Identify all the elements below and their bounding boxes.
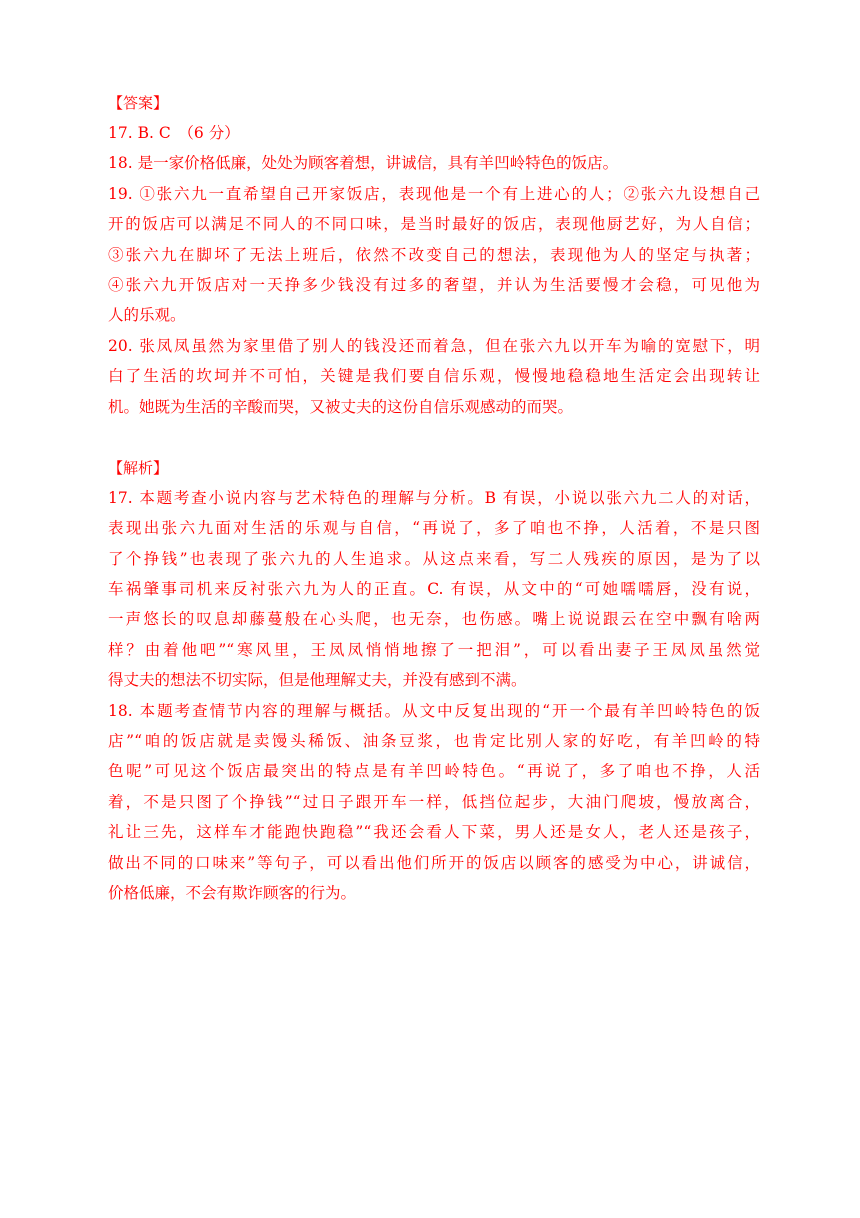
section-spacer <box>108 422 760 453</box>
answer-q20-line: 白了生活的坎坷并不可怕，关键是我们要自信乐观，慢慢地稳稳地生活定会出现转让 <box>108 367 760 386</box>
analysis-q17-line: 表现出张六九面对生活的乐观与自信，“再说了，多了咱也不挣，人活着，不是只图 <box>108 519 760 538</box>
analysis-q18-line: 18. 本题考查情节内容的理解与概括。从文中反复出现的“开一个最有羊凹岭特色的饭 <box>108 701 760 720</box>
analysis-q17-line: 一声悠长的叹息却藤蔓般在心头爬，也无奈，也伤感。嘴上说说跟云在空中飘有啥两 <box>108 610 760 629</box>
answer-q19-line: 人的乐观。 <box>108 306 186 325</box>
answer-q17: 17. B. C （6 分） <box>108 124 240 142</box>
answer-heading: 【答案】 <box>108 94 169 112</box>
answer-q20-line: 20. 张凤凤虽然为家里借了别人的钱没还而着急，但在张六九以开车为喻的宽慰下，明 <box>108 336 760 355</box>
analysis-q17-line: 车祸肇事司机来反衬张六九为人的正直。C. 有误，从文中的“可她嚅嚅唇，没有说， <box>108 580 760 599</box>
answer-q18: 18. 是一家价格低廉，处处为顾客着想，讲诚信，具有羊凹岭特色的饭店。 <box>108 154 619 173</box>
analysis-q18-paragraph <box>108 696 760 909</box>
answer-q19-line: 开的饭店可以满足不同人的不同口味，是当时最好的饭店，表现他厨艺好，为人自信； <box>108 215 760 234</box>
analysis-heading: 【解析】 <box>108 458 169 477</box>
analysis-q18-line: 着，不是只图了个挣钱”“过日子跟开车一样，低挡位起步，大油门爬坡，慢放离合， <box>108 792 760 811</box>
document-content <box>108 88 760 908</box>
analysis-q17-line: 了个挣钱”也表现了张六九的人生追求。从这点来看，写二人残疾的原因，是为了以 <box>108 549 760 568</box>
answer-q19-paragraph <box>108 179 760 331</box>
answer-q19-line: ④张六九开饭店对一天挣多少钱没有过多的奢望，并认为生活要慢才会稳，可见他为 <box>108 275 760 294</box>
analysis-q18-line: 店”“咱的饭店就是卖馒头稀饭、油条豆浆，也肯定比别人家的好吃，有羊凹岭的特 <box>108 732 760 751</box>
answer-q20-paragraph <box>108 331 760 422</box>
analysis-q18-line: 价格低廉，不会有欺诈顾客的行为。 <box>108 883 357 902</box>
analysis-q17-paragraph <box>108 483 760 696</box>
analysis-q18-line: 礼让三先，这样车才能跑快跑稳”“我还会看人下菜，男人还是女人，老人还是孩子， <box>108 823 760 842</box>
answer-q20-line: 机。她既为生活的辛酸而哭，又被丈夫的这份自信乐观感动的而哭。 <box>108 397 574 416</box>
answer-q19-line: 19. ①张六九一直希望自己开家饭店，表现他是一个有上进心的人；②张六九设想自己 <box>108 184 760 203</box>
analysis-q18-line: 做出不同的口味来”等句子，可以看出他们所开的饭店以顾客的感受为中心，讲诚信， <box>108 853 760 872</box>
analysis-q17-line: 得丈夫的想法不切实际，但是他理解丈夫，并没有感到不满。 <box>108 671 527 690</box>
analysis-q17-line: 17. 本题考查小说内容与艺术特色的理解与分析。B 有误，小说以张六九二人的对话， <box>108 488 760 507</box>
analysis-q17-line: 样？由着他吧”“寒风里，王凤凤悄悄地擦了一把泪”，可以看出妻子王凤凤虽然觉 <box>108 640 760 659</box>
analysis-q18-line: 色呢”可见这个饭店最突出的特点是有羊凹岭特色。“再说了，多了咱也不挣，人活 <box>108 762 760 781</box>
answer-q19-line: ③张六九在脚坏了无法上班后，依然不改变自己的想法，表现他为人的坚定与执著； <box>108 245 760 264</box>
